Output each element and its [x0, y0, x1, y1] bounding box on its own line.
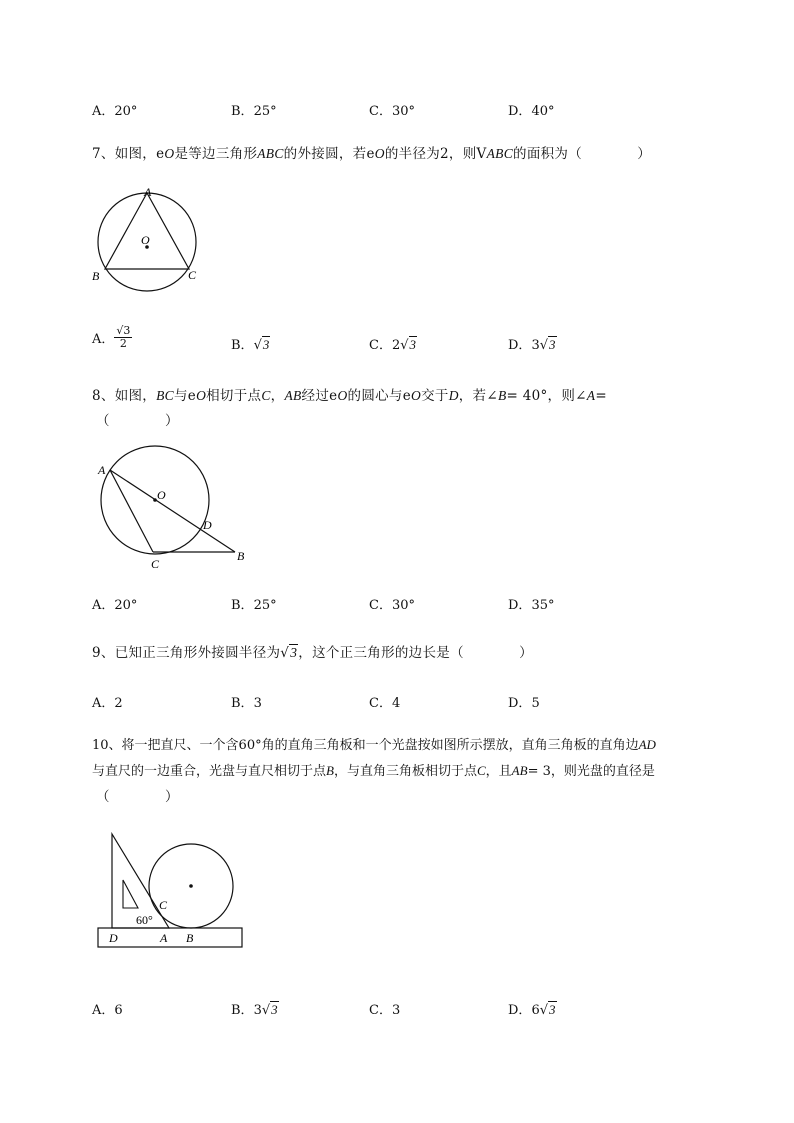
q7-option-b[interactable]: B．√3: [231, 337, 270, 353]
sqrt: √3: [261, 1002, 278, 1018]
q10-label-a: A: [160, 931, 168, 945]
q6-option-b[interactable]: B．25°: [231, 104, 277, 119]
sqrt: √3: [539, 337, 556, 353]
q8-label-o: O: [157, 488, 166, 502]
q8-option-a[interactable]: A．20°: [92, 598, 138, 613]
q10-label-d: D: [109, 931, 118, 945]
sqrt: √3: [280, 645, 298, 661]
q7-label-c: C: [188, 268, 197, 282]
q9-option-b[interactable]: B．3: [231, 696, 262, 711]
q10-figure: [92, 828, 252, 952]
q10-set-square-inner: [123, 880, 138, 908]
q10-answer-paren: （ ）: [96, 789, 179, 805]
q9-stem: 9、已知正三角形外接圆半径为√3，这个正三角形的边长是（ ）: [92, 645, 533, 661]
q10-label-b: B: [186, 931, 194, 945]
q10-stem-line2: 与直尺的一边重合，光盘与直尺相切于点B，与直角三角板相切于点C，且AB= 3，则光盘的直径是: [92, 763, 655, 779]
q7-option-d[interactable]: D．3√3: [508, 337, 556, 353]
q10-disc-center: [189, 884, 193, 888]
q10-angle-label: 60°: [136, 913, 153, 927]
q10-option-a[interactable]: A．6: [92, 1003, 123, 1018]
q9-option-c[interactable]: C．4: [369, 696, 401, 711]
q7-option-c[interactable]: C．2√3: [369, 337, 417, 353]
q7-triangle: [105, 193, 189, 269]
q10-option-d[interactable]: D．6√3: [508, 1002, 556, 1018]
q7-option-a[interactable]: A． $\frac{√3}{2}$: [92, 324, 131, 350]
q8-line-ac: [110, 470, 153, 552]
q8-label-d: D: [203, 518, 212, 532]
q8-label-b: B: [237, 549, 245, 563]
q6-option-c[interactable]: C．30°: [369, 104, 415, 119]
q8-answer-paren: （ ）: [96, 413, 179, 429]
sqrt: √3: [253, 337, 270, 353]
q8-line-ab: [110, 470, 235, 552]
q10-option-b[interactable]: B．3√3: [231, 1002, 278, 1018]
fraction: $\frac{√3}{2}$: [116, 324, 131, 350]
q10-option-c[interactable]: C．3: [369, 1003, 401, 1018]
q9-option-a[interactable]: A．2: [92, 696, 123, 711]
q8-option-d[interactable]: D．35°: [508, 598, 555, 613]
q7-figure: [88, 182, 238, 297]
q7-label-a: A: [144, 185, 152, 199]
q10-ruler: [98, 928, 242, 947]
q7-label-b: B: [92, 269, 100, 283]
q8-figure: [92, 440, 262, 575]
q6-option-a[interactable]: A．20°: [92, 104, 138, 119]
q8-stem: 8、如图，BC与eO相切于点C，AB经过eO的圆心与eO交于D，若∠B= 40°，则∠A=: [92, 388, 607, 404]
sqrt: √3: [400, 337, 417, 353]
q8-option-c[interactable]: C．30°: [369, 598, 415, 613]
q7-stem: 7、如图，eO是等边三角形ABC的外接圆，若eO的半径为2，则VABC的面积为（ ）: [92, 146, 652, 162]
q7-label-o: O: [141, 233, 150, 247]
q8-label-c: C: [151, 557, 160, 571]
q8-label-a: A: [98, 463, 106, 477]
q6-option-d[interactable]: D．40°: [508, 104, 555, 119]
q9-option-d[interactable]: D．5: [508, 696, 540, 711]
sqrt: √3: [539, 1002, 556, 1018]
q10-label-c: C: [159, 898, 168, 912]
q8-option-b[interactable]: B．25°: [231, 598, 277, 613]
q10-stem-line1: 10、将一把直尺、一个含60°角的直角三角板和一个光盘按如图所示摆放，直角三角板的直角边AD: [92, 737, 656, 753]
